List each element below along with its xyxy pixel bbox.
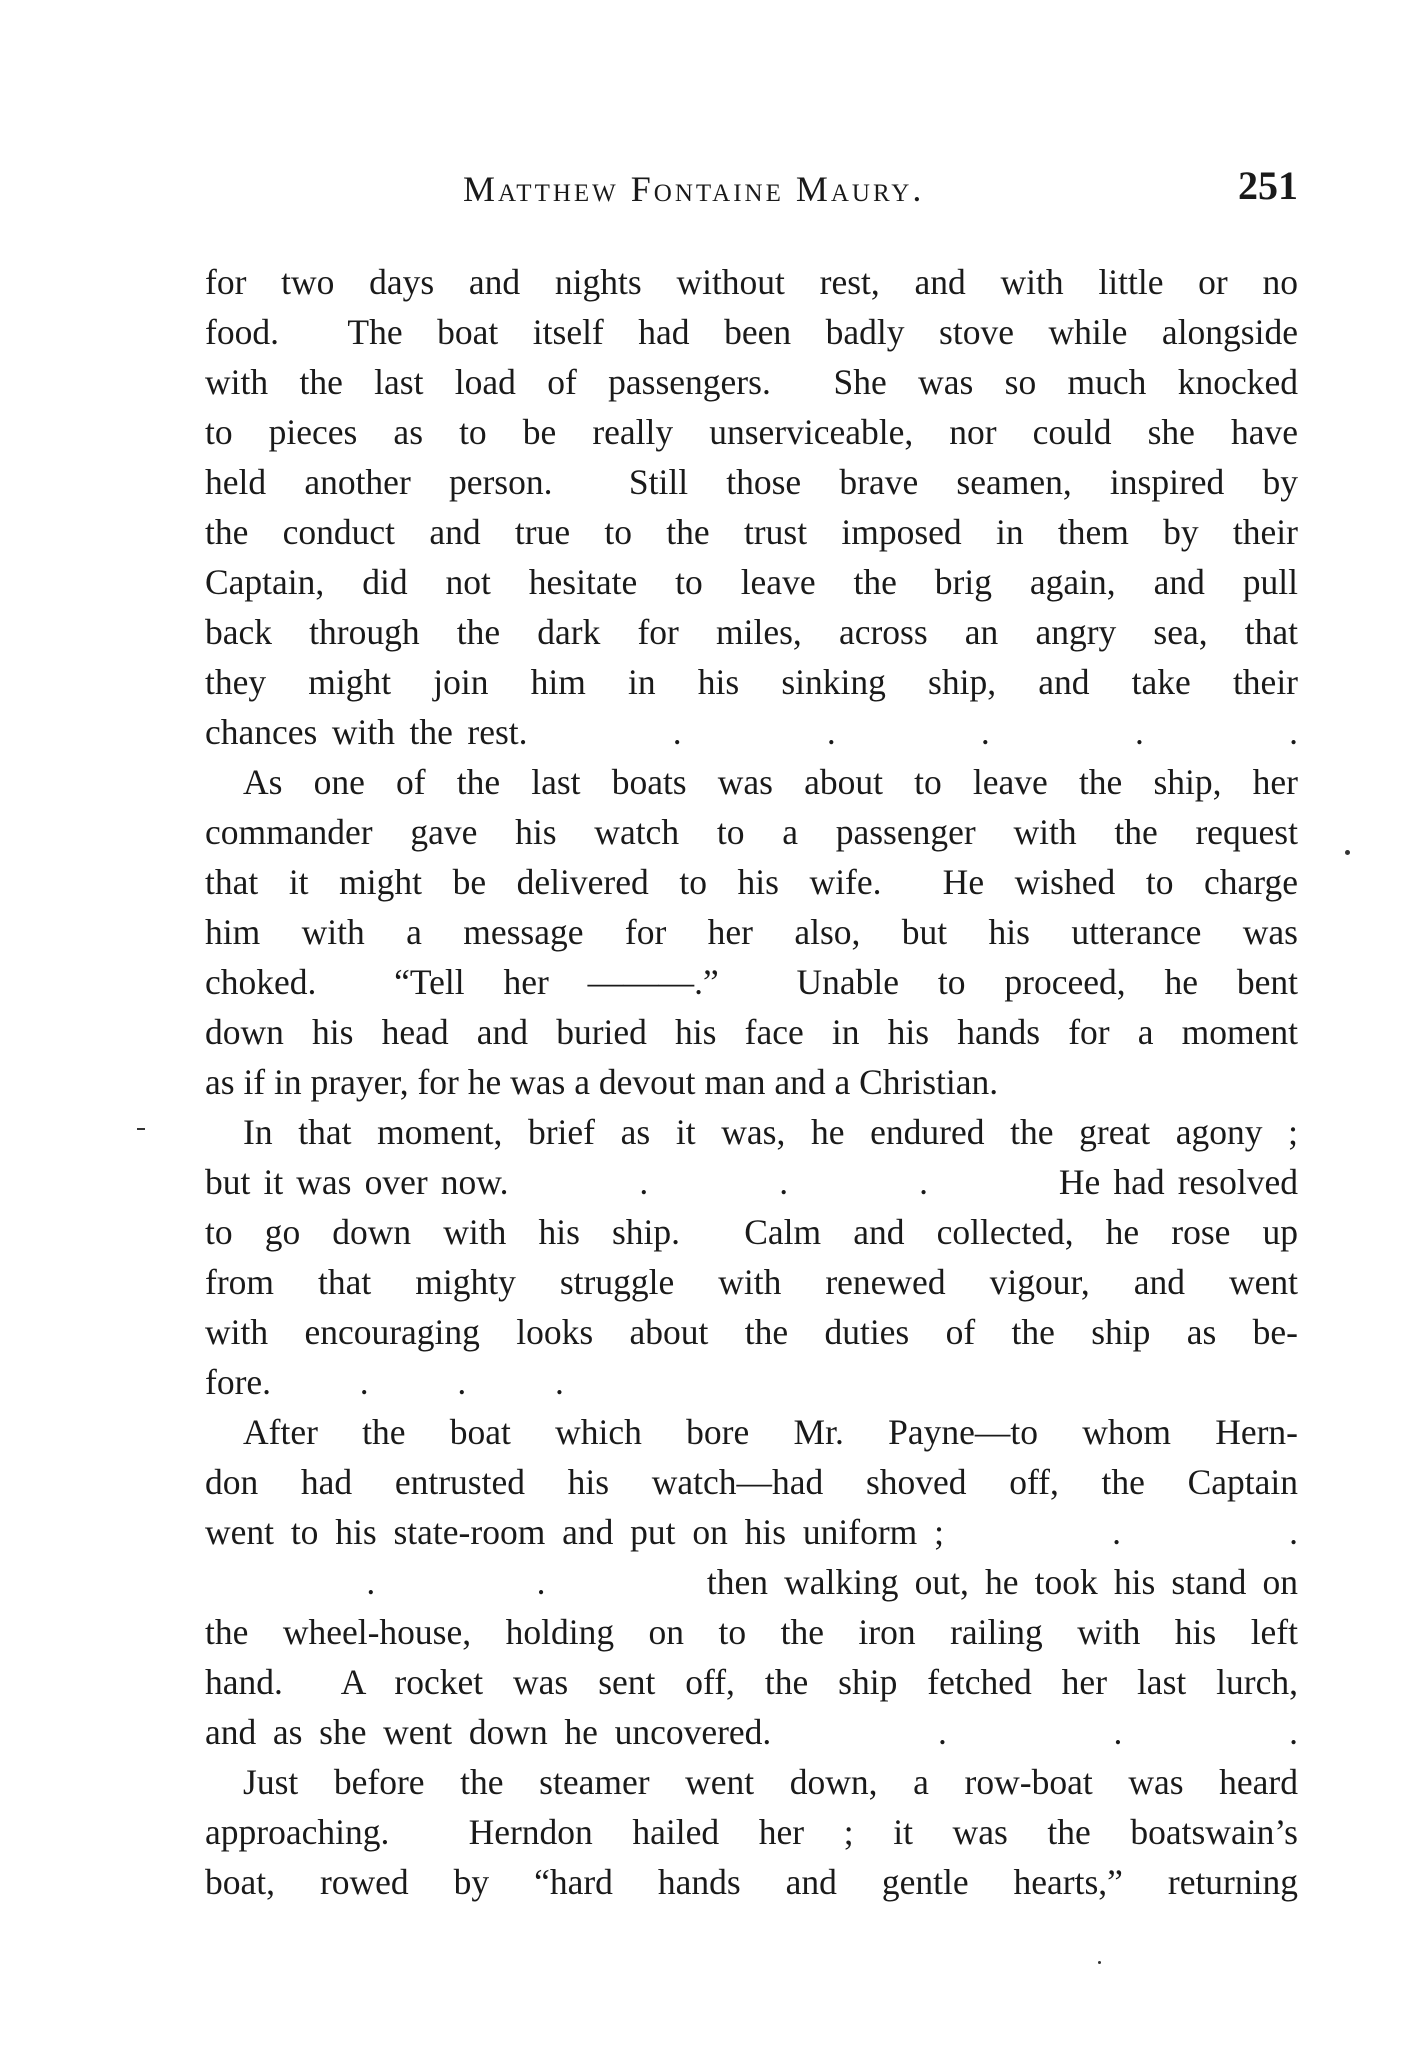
text-line: the wheel-house, holding on to the iron railing with his left xyxy=(205,1612,1298,1652)
text-line: for two days and nights without rest, and with little or no xyxy=(205,262,1298,302)
text-line: they might join him in his sinking ship, and take their xyxy=(205,662,1298,702)
text-line: that it might be delivered to his wife. He wished to charge xyxy=(205,862,1298,902)
text-line: Captain, did not hesitate to leave the brig again, and pull xyxy=(205,562,1298,602)
text-line: food. The boat itself had been badly stove while alongside xyxy=(205,312,1298,352)
text-line: back through the dark for miles, across an angry sea, that xyxy=(205,612,1298,652)
text-line: and as she went down he uncovered. . . . xyxy=(205,1712,1298,1752)
text-line: commander gave his watch to a passenger with the request xyxy=(205,812,1298,852)
print-speck xyxy=(1345,850,1350,855)
text-line: but it was over now. . . . He had resolved xyxy=(205,1162,1298,1202)
text-line: approaching. Herndon hailed her ; it was the boatswain’s xyxy=(205,1812,1298,1852)
text-line: choked. “Tell her ———.” Unable to proceed, he bent xyxy=(205,962,1298,1002)
text-line: Just before the steamer went down, a row-boat was heard xyxy=(243,1762,1298,1802)
running-head-title: Matthew Fontaine Maury. xyxy=(463,169,925,209)
text-line: the conduct and true to the trust imposed in them by their xyxy=(205,512,1298,552)
text-line: In that moment, brief as it was, he endured the great agony ; xyxy=(243,1112,1298,1152)
text-line: went to his state-room and put on his uniform ; . . xyxy=(205,1512,1298,1552)
text-line: As one of the last boats was about to leave the ship, her xyxy=(243,762,1298,802)
text-line: don had entrusted his watch—had shoved off, the Captain xyxy=(205,1462,1298,1502)
text-line: . . then walking out, he took his stand on xyxy=(205,1562,1298,1602)
body-text xyxy=(205,257,1298,1907)
text-line: with encouraging looks about the duties of the ship as be- xyxy=(205,1312,1298,1352)
text-line: with the last load of passengers. She was so much knocked xyxy=(205,362,1298,402)
text-line: held another person. Still those brave seamen, inspired by xyxy=(205,462,1298,502)
text-line: After the boat which bore Mr. Payne—to whom Hern- xyxy=(243,1412,1298,1452)
text-line: boat, rowed by “hard hands and gentle hearts,” returning xyxy=(205,1862,1298,1902)
print-speck xyxy=(1098,1961,1101,1964)
text-line: as if in prayer, for he was a devout man and a Christian. xyxy=(205,1062,999,1102)
text-line: down his head and buried his face in his hands for a moment xyxy=(205,1012,1298,1052)
text-line: to pieces as to be really unserviceable, nor could she have xyxy=(205,412,1298,452)
text-line: hand. A rocket was sent off, the ship fetched her last lurch, xyxy=(205,1662,1298,1702)
text-line: chances with the rest. . . . . . xyxy=(205,712,1298,752)
text-line: to go down with his ship. Calm and collected, he rose up xyxy=(205,1212,1298,1252)
page-number: 251 xyxy=(1238,163,1298,208)
text-line: fore. . . . xyxy=(205,1362,564,1402)
print-speck xyxy=(137,1128,145,1130)
text-line: from that mighty struggle with renewed vigour, and went xyxy=(205,1262,1298,1302)
running-head xyxy=(205,163,1298,218)
text-line: him with a message for her also, but his utterance was xyxy=(205,912,1298,952)
